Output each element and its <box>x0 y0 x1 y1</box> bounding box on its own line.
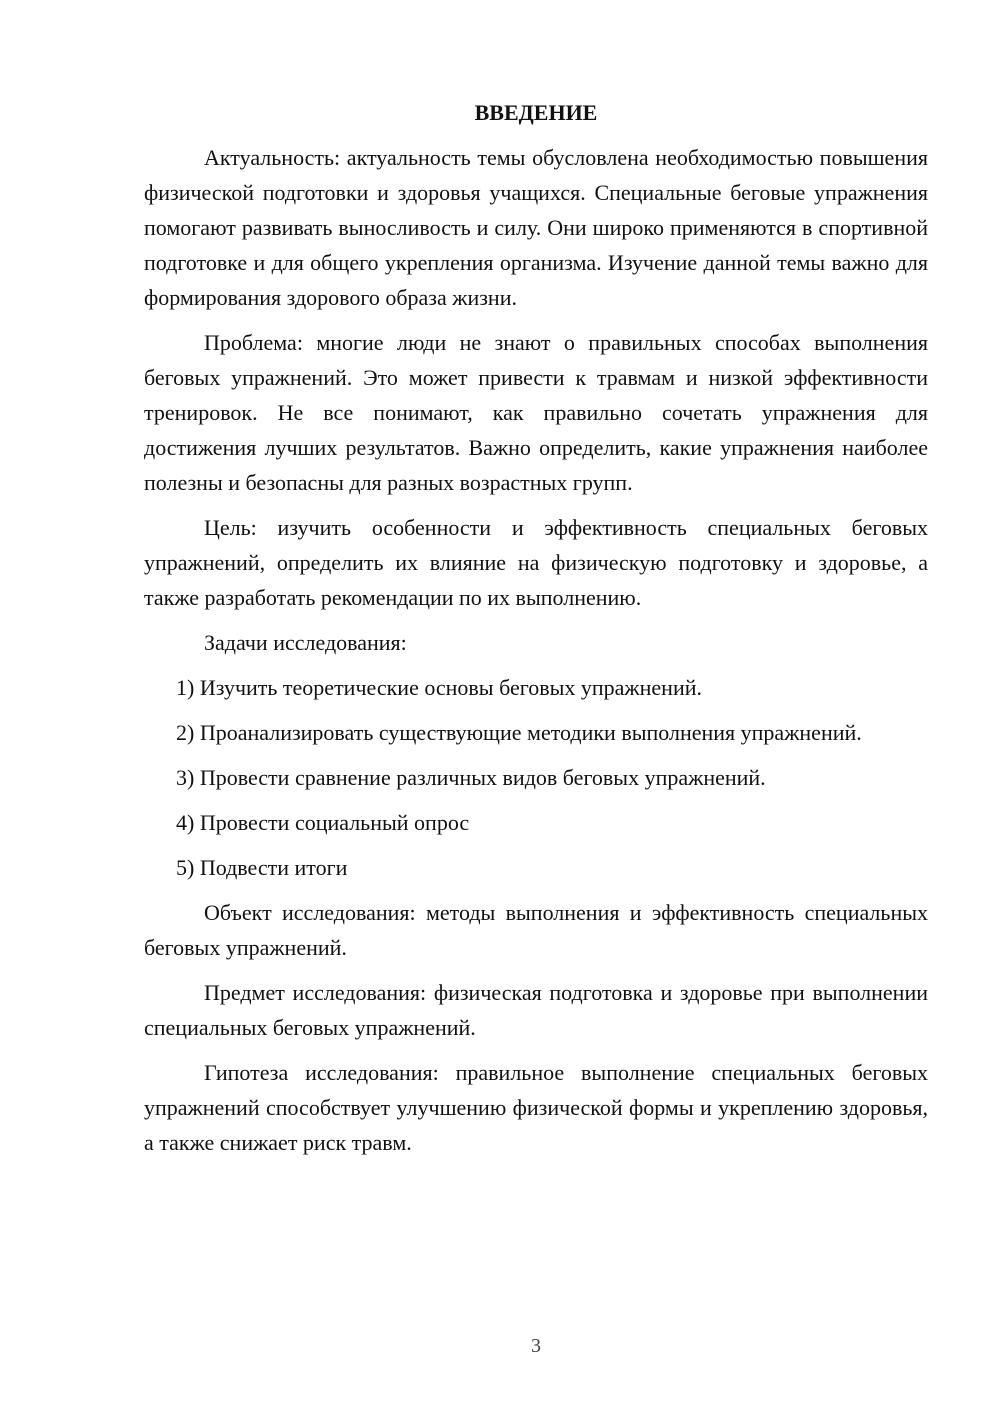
task-item: 4) Провести социальный опрос <box>176 810 470 835</box>
page-content <box>144 95 928 1160</box>
relevance-paragraph: Актуальность: актуальность темы обусловлена необходимостью повышения физической подготовки и здоровья учащихся. Специальные беговые упражнения помогают развивать выносливость и силу. Они широко применяются в спортивной подготовке и для общего укрепления организма. Изучение данной темы важно для формирования здорового образа жизни. <box>144 145 928 310</box>
hypothesis-paragraph: Гипотеза исследования: правильное выполнение специальных беговых упражнений способствует улучшению физической формы и укреплению здоровья, а также снижает риск травм. <box>144 1060 928 1155</box>
goal-paragraph: Цель: изучить особенности и эффективность специальных беговых упражнений, определить их влияние на физическую подготовку и здоровье, а также разработать рекомендации по их выполнению. <box>144 515 928 610</box>
subject-paragraph: Предмет исследования: физическая подготовка и здоровье при выполнении специальных беговых упражнений. <box>144 980 928 1040</box>
problem-paragraph: Проблема: многие люди не знают о правильных способах выполнения беговых упражнений. Это может привести к травмам и низкой эффективности тренировок. Не все понимают, как правильно сочетать упражнения для достижения лучших результатов. Важно определить, какие упражнения наиболее полезны и безопасны для разных возрастных групп. <box>144 330 928 495</box>
tasks-heading: Задачи исследования: <box>204 630 407 655</box>
task-item: 3) Провести сравнение различных видов беговых упражнений. <box>176 765 766 790</box>
task-item: 5) Подвести итоги <box>176 855 348 880</box>
section-title: ВВЕДЕНИЕ <box>474 100 598 125</box>
task-item: 2) Проанализировать существующие методики выполнения упражнений. <box>176 720 862 745</box>
object-paragraph: Объект исследования: методы выполнения и эффективность специальных беговых упражнений. <box>144 900 928 960</box>
task-item: 1) Изучить теоретические основы беговых упражнений. <box>176 675 702 700</box>
page-number: 3 <box>531 1335 541 1357</box>
